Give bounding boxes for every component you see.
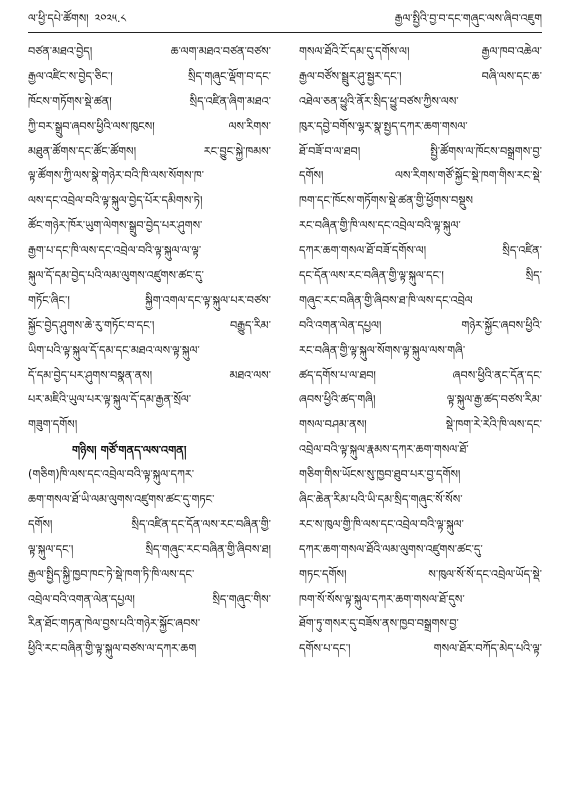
- text-columns: [28, 40, 542, 789]
- section-heading: གཉིས། གཙོ་གནད་ལས་འགན།: [72, 443, 187, 458]
- text-line: གཏོང་ཞིང་། སྐྱིག་འགལ་དང་ལྟ་སྐུལ་པར་བཙས་: [28, 293, 271, 307]
- text-line: དང་དོན་ལས་རང་བཞིན་གྱི་ལྟ་སྐུལ་དང་། སྲིད་: [299, 269, 542, 283]
- text-line: ཆག་གསལ་ཐོ་ཡི་ལམ་ལུགས་འཛུགས་ཚང་དུ་གཏང་: [28, 493, 215, 507]
- text-line: ཁག་སོ་སོས་ལྟ་སྐུལ་དཀར་ཆག་གསལ་ཐོ་དུས་: [299, 592, 465, 606]
- text-line: རྒྱག་པ་དང་ཁི་ལས་དང་འབྲེལ་བའི་ལྟ་སྐུལ་ལ་ལྟ་: [28, 244, 202, 258]
- text-line: འབྲེལ་བའི་ལྟ་སྐུལ་རྣམས་དཀར་ཆག་གསལ་ཐོ་: [299, 443, 469, 457]
- text-line: གསལ་ཐོའི་ངོ་དམ་དུ་དགོས་ལ། རྒྱལ་ཁབ་འཆེལ་: [299, 45, 542, 58]
- text-line: འབྲེལ་བའི་འགན་ལེན་དཔྱལ། སྲིད་གཞུང་གིས་: [28, 592, 271, 606]
- text-line: དགོས། ལས་རིགས་གཙོ་སྐྱོང་སྡེ་ཁག་གིས་རང་སྡེ་: [299, 169, 542, 183]
- page-header: [28, 10, 542, 32]
- text-line: མཐུན་ཚོགས་དང་ཚོང་ཚོགས། རང་བྱུང་སྐྱེ་ཁམས་: [28, 144, 271, 158]
- text-line: འཐེལ་ཅན་ཕྱུའི་ནོར་སྲིད་ཕྱུ་བཙས་ཀྱིས་ལས་: [299, 94, 459, 108]
- right-column: [299, 40, 542, 789]
- text-line: ཐོ་བཟོ་བ་ལ་ཐབ། སྤྱི་ཚོགས་ལ་ཁོངས་བསྒྲགས་བྱ་: [299, 144, 542, 158]
- text-line: དགོས་པ་དང་། གསལ་ཐོར་བཀོད་མེད་པའི་ལྟ་: [299, 642, 542, 656]
- text-line: ཁུར་དབྱེ་བགོས་ལྷར་སྣ་སྤྱད་དཀར་ཆག་གསལ་: [299, 119, 468, 133]
- text-line: གསལ་བཤམ་ནས། སྡེ་ཁག་རེ་རེའི་ཁི་ལས་དང་: [299, 418, 542, 432]
- text-line: གཞུང་རང་བཞིན་གྱི་ཞིབས་ཐ་ཁི་ལས་དང་འབྲེལ: [299, 293, 473, 307]
- text-line: རང་བཞིན་གྱི་ཁི་ལས་དང་འབྲེལ་བའི་ལྟ་སྐུལ་: [299, 219, 461, 233]
- text-line: གཅིག་གིས་ཡོངས་སུ་ཁྱབ་ཐུབ་པར་བྱ་དགོས།: [299, 468, 461, 482]
- text-line: རང་ས་ཁུལ་གྱི་ཁི་ལས་དང་འབྲེལ་བའི་ལྟ་སྐུལ་: [299, 517, 464, 531]
- journal-title: ལ་ཕྱི་དཔེ་ཚོགས།: [28, 11, 89, 25]
- text-line: ཁོངས་གཏོགས་སྡེ་ཚན། སྲིད་འཛིན་ཞིག་མཐའ་: [28, 94, 271, 108]
- text-line: ཞིང་ཆེན་རིམ་པའི་ཡི་དམ་སྲིད་གཞུང་སོ་སོས་: [299, 493, 463, 507]
- text-line: ལྟ་ཚོགས་ཀྱི་ལས་སྣེ་གཉེར་བའི་ཁི་ལས་སོགས་ཁ་: [28, 169, 205, 183]
- text-line: རིན་ཐོང་གཏན་ཁེལ་བྱས་པའི་གཉེར་སྐྱོང་ཞབས་: [28, 617, 201, 631]
- text-line: ཡིག་པའི་ལྟ་སྐུལ་དོ་དམ་དང་མཐའ་ལས་ལྟ་སྐུལ་: [28, 343, 200, 357]
- section-title: རྒྱལ་སྤྱིའི་བྱ་བ་དང་གཞུང་ལས་ཞིབ་འཇུག: [394, 11, 542, 25]
- text-line: གཟུག་དགོས།: [28, 418, 78, 432]
- text-line: པར་མཇིའི་ཡུལ་པར་ལྟ་སྐུལ་དོ་དམ་རྒྱན་སྲོལ་: [28, 393, 192, 407]
- text-line: གཏང་དགོས། ས་ཁུལ་སོ་སོ་དང་འབྲེལ་ཡོད་སྡེ་: [299, 567, 542, 581]
- text-line: དཀར་ཆག་གསལ་ཐོའི་ལམ་ལུགས་འཛུགས་ཚང་དུ་: [299, 542, 483, 556]
- text-line: ལས་དང་འབྲེལ་བའི་ལྟ་སྐུལ་བྱེད་པོར་དམིགས་ཏེ།: [28, 194, 203, 208]
- issue-number: ༢༠༢༥.༨: [94, 11, 127, 25]
- text-line: ཀྱི་བར་སྒྲུབ་ཞབས་ཕྱིའི་ལས་ཁུངས། ལས་རིགས་: [28, 119, 271, 133]
- text-line: ཚོང་གཉེར་ཁོར་ཡུག་ལེགས་སྒྲུབ་བྱེད་པར་ཤུགས་: [28, 219, 203, 233]
- text-line: ཐོག་ཏུ་གསར་དུ་བཟོས་ནས་ཁྱབ་བསྒྲགས་བྱ་: [299, 617, 459, 631]
- text-line: དཀར་ཆག་གསལ་ཐོ་བཟོ་དགོས་ལ། སྲིད་འཛིན་: [299, 244, 542, 258]
- text-line: རྒྱལ་སྤྱིད་སྐྱི་ཁྱབ་ཁང་ཏེ་སྡེ་ཁག་ཏི་ཁི་ལས་དང་: [28, 567, 195, 581]
- text-line: སྐུལ་དོ་དམ་བྱེད་པའི་ལམ་ལུགས་འཛུགས་ཚང་དུ་: [28, 269, 204, 283]
- text-line: ཞབས་ཕྱིའི་ཚད་གཞི། ལྟ་སྐུལ་རྒྱ་ཚད་བཙས་རིམ་: [299, 393, 542, 407]
- text-line: རང་བཞིན་གྱི་ལྟ་སྐུལ་སོགས་ལྟ་སྐུལ་ལས་གཞི་: [299, 343, 466, 357]
- text-line: བའི་འགན་ལེན་དཔྱལ། གཉེར་སྐྱོང་ཞབས་ཕྱིའི་: [299, 318, 542, 332]
- text-line: (གཅིག)ཁི་ལས་དང་འབྲེལ་བའི་ལྟ་སྐུལ་དཀར་: [28, 468, 195, 482]
- text-line: ལྟ་སྐུལ་དང་། སྲིད་གཞུང་རང་བཞིན་གྱི་ཞིབས་ཐ།: [28, 542, 271, 556]
- header-divider: [28, 32, 542, 33]
- text-line: དོ་དམ་བྱེད་པར་ཤུགས་བསྣན་ནས། མཐའ་ལས་: [28, 368, 271, 382]
- text-line: དགོས། སྲིད་འཛིན་དང་དོན་ལས་རང་བཞིན་གྱི་: [28, 517, 271, 531]
- text-line: རྒྱལ་བཙོས་སྦྲུར་ཤུ་སྦྱར་དང་། བཞི་ལས་དང་ཆ་: [299, 69, 542, 83]
- left-column: [28, 40, 271, 789]
- text-line: ཕྱིའི་རང་བཞིན་གྱི་ལྟ་སྐུལ་བཙས་ལ་དཀར་ཆག: [28, 642, 197, 656]
- text-line: ཚད་དགོས་པ་ལ་ཐབ། ཞབས་ཕྱིའི་ནང་དོན་དང་: [299, 368, 542, 382]
- text-line: རྒྱལ་འཛིང་ས་བྱེད་ཅིང་། སྲིད་གཞུང་ལྡོག་བ་དང་: [28, 69, 271, 83]
- text-line: ཁག་དང་ཁོངས་གཏོགས་སྡེ་ཚན་གྱི་ཕྱོགས་བསྡུས: [299, 194, 473, 208]
- text-line: བཙན་མཐའ་བྱེད། ཆ་ལག་མཐའ་བཙན་བཙས་: [28, 45, 271, 58]
- text-line: སྐྱོང་བྱེད་ཤུགས་ཆེ་རུ་གཏོང་བ་དང་། བརྒྱུད་རིམ་: [28, 318, 271, 332]
